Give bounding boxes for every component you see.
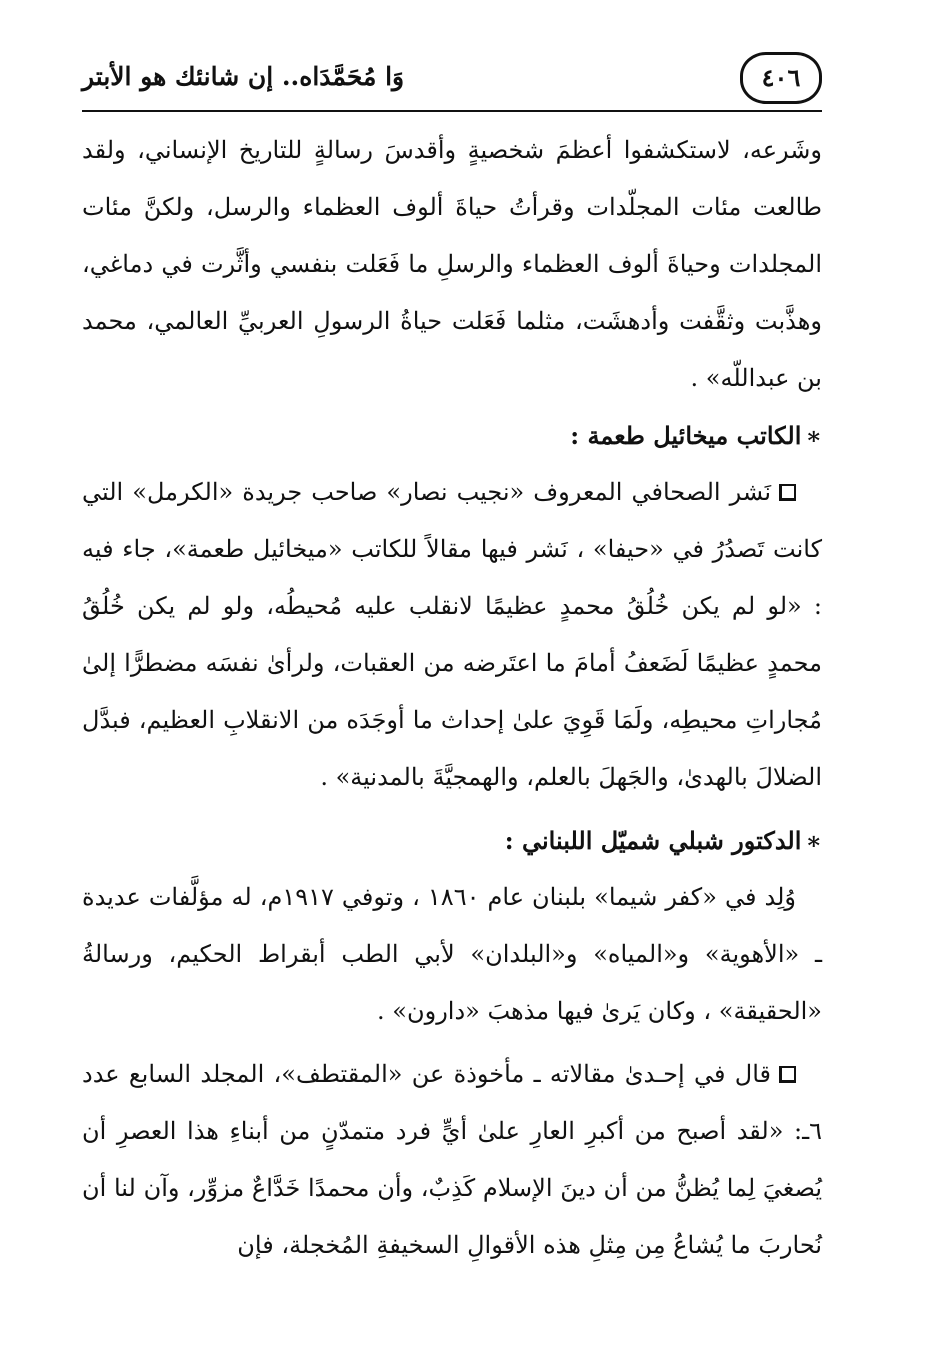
header-divider xyxy=(82,110,822,112)
star-marker-icon: ∗ xyxy=(805,421,822,450)
section-heading-mikhail-tomeh xyxy=(82,407,822,464)
star-marker-icon: ∗ xyxy=(805,826,822,855)
section-heading-shibli-shumayyil xyxy=(82,812,822,869)
page-body xyxy=(82,122,822,1274)
paragraph-al-muqtataf-quote xyxy=(82,1046,822,1274)
paragraph-text: نَشر الصحافي المعروف «نجيب نصار» صاحب جريدة «الكرمل» التي كانت تَصدُرُ في «حيفا» ، نَشر فيها مقالاً للكاتب «ميخائيل طعمة»، جاء فيه : «لو لم يكن خُلُقُ محمدٍ عظيمًا لانقلب عليه مُحيطُه، ولو لم يكن خُلُقُ محمدٍ عظيمًا لَضَعفُ أمامَ ما اعتَرضه من العقبات، ولرأىٰ نفسَه مضطرًّا إلىٰ مُجاراتِ محيطِه، ولَمَا قَوِيَ علىٰ إحداث ما أوجَدَه من الانقلابِ العظيم، فبدَّل الضلالَ بالهدىٰ، والجَهلَ بالعلم، والهمجيَّةَ بالمدنية» . xyxy=(82,478,822,791)
box-bullet-icon xyxy=(779,1066,796,1083)
paragraph-najib-nassar xyxy=(82,464,822,806)
running-title: وَا مُحَمَّدَاه.. إن شانئك هو الأبتر xyxy=(82,62,405,91)
section-heading-text: الكاتب ميخائيل طعمة : xyxy=(570,421,802,450)
page-number: ٤٠٦ xyxy=(761,63,801,92)
paragraph-biography: وُلِد في «كفر شيما» بلبنان عام ١٨٦٠ ، وتوفي ١٩١٧م، له مؤلَّفات عديدة ـ «الأهوية» و«المياه» و«البلدان» لأبي الطب أبقراط الحكيم، ورسالةُ «الحقيقة» ، وكان يَرىٰ فيها مذهبَ «دارون» . xyxy=(82,883,822,1025)
box-bullet-icon xyxy=(779,484,796,501)
page-number-badge xyxy=(740,52,822,104)
paragraph-text: قال في إحـدىٰ مقالاته ـ مأخوذة عن «المقتطف»، المجلد السابع عدد ٦ـ: «لقد أصبح من أكبرِ العارِ علىٰ أيٍّ فرد متمدّنٍ من أبناءِ هذا العصرِ أن يُصغيَ لِما يُظنُّ من أن دينَ الإسلام كَذِبٌ، وأن محمدًا خَدَّاعٌ مزوِّر، وآن لنا أن نُحاربَ ما يُشاعُ مِن مِثلِ هذه الأقوالِ السخيفةِ المُخجلة، فإن xyxy=(82,1060,822,1259)
paragraph-continuation: وشَرعه، لاستكشفوا أعظمَ شخصيةٍ وأقدسَ رسالةٍ للتاريخ الإنساني، ولقد طالعت مئات المجلّدات وقرأتُ حياةَ ألوف العظماء والرسل، ولكنَّ مئات المجلدات وحياةَ ألوف العظماء والرسلِ ما فَعَلت بنفسي وأثَّرت في دماغي، وهذَّبت وثقَّفت وأدهشَت، مثلما فَعَلت حياةُ الرسولِ العربيِّ العالمي، محمد بن عبداللّه» . xyxy=(82,136,822,392)
page-header xyxy=(82,52,822,102)
section-heading-text: الدكتور شبلي شميّل اللبناني : xyxy=(504,826,802,855)
